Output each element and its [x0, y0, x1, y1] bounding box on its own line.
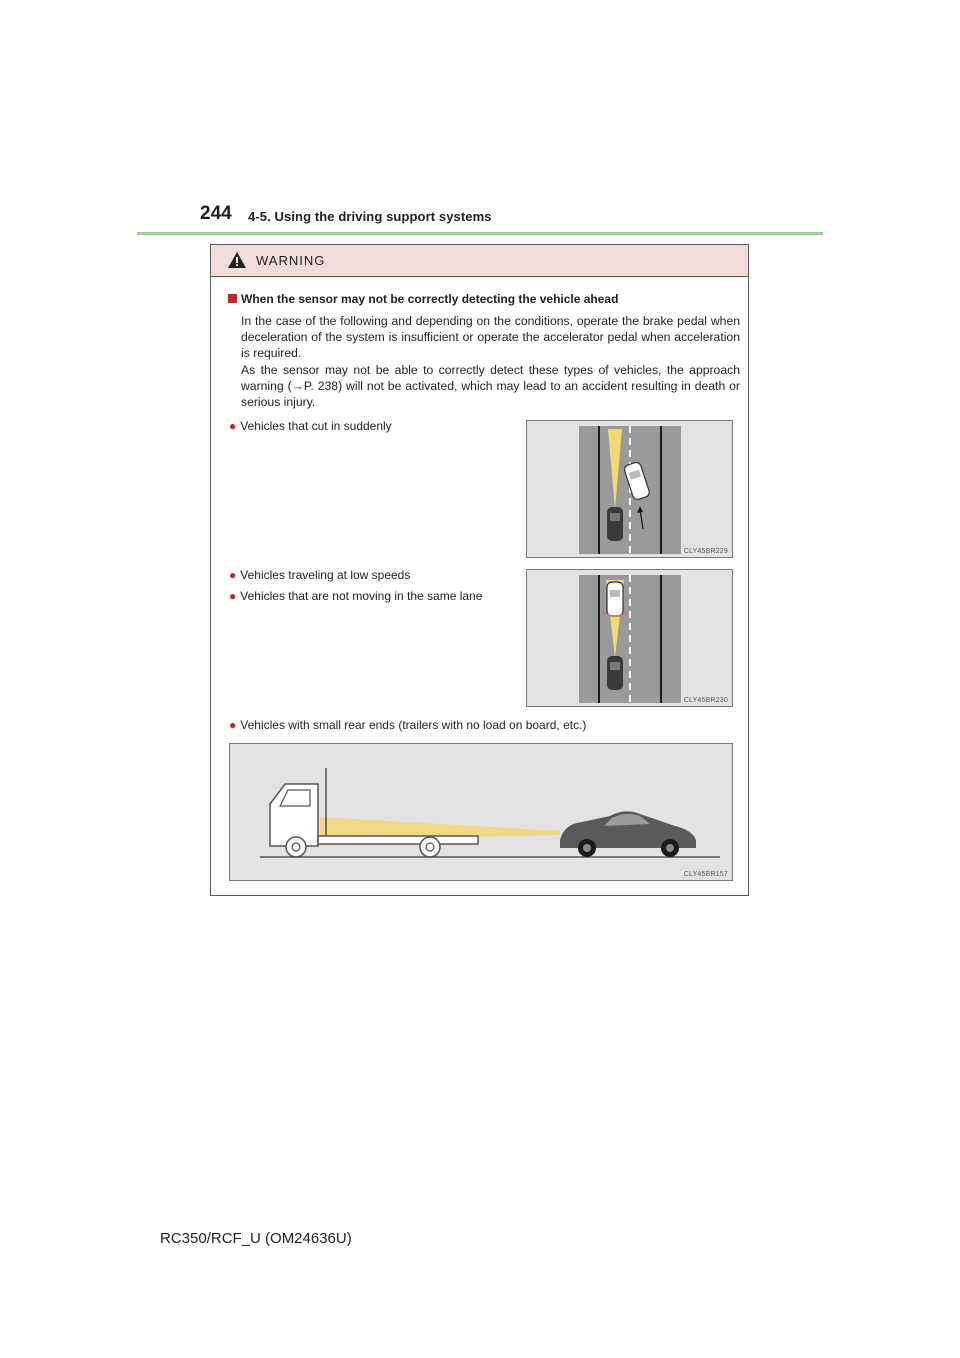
warning-paragraph-1: In the case of the following and depending on the conditions, operate the brake pedal when deceleration of the system is insufficient or operate the accelerator pedal when acceleration is required.: [241, 314, 740, 361]
section-title: 4-5. Using the driving support systems: [248, 209, 492, 224]
warning-triangle-icon: [228, 252, 246, 268]
cut-in-road-icon: [527, 421, 732, 557]
warning-body: [241, 313, 740, 410]
low-speed-road-icon: [527, 570, 732, 706]
warning-box: [210, 244, 749, 896]
page-header: [200, 203, 820, 229]
footer-model-code: RC350/RCF_U (OM24636U): [160, 1230, 352, 1247]
bullet-dot-icon: ●: [229, 419, 237, 433]
header-rule: [137, 232, 823, 235]
square-bullet-icon: [228, 294, 237, 303]
figure-code: CLY45BR157: [683, 871, 728, 878]
bullet-item: [229, 718, 586, 732]
cut-in-illustration: [526, 420, 733, 558]
low-speed-illustration: [526, 569, 733, 707]
bullet-item: [229, 568, 410, 582]
trailer-illustration: [229, 743, 733, 881]
bullet-item: [229, 589, 482, 603]
warning-header: [211, 245, 748, 277]
warning-heading: When the sensor may not be correctly detecting the vehicle ahead: [241, 292, 619, 306]
figure-code: CLY45BR230: [683, 697, 728, 704]
bullet-text: Vehicles that cut in suddenly: [240, 419, 392, 433]
bullet-dot-icon: ●: [229, 568, 237, 582]
page-number: 244: [200, 203, 232, 224]
bullet-text: Vehicles traveling at low speeds: [240, 568, 411, 582]
warning-title: WARNING: [256, 253, 326, 268]
bullet-dot-icon: ●: [229, 718, 237, 732]
figure-code: CLY45BR229: [683, 548, 728, 555]
warning-paragraph-2: As the sensor may not be able to correctly detect these types of vehicles, the approach warning (→P. 238) will not be activated, which may lead to an accident resulting in death or serious injury.: [241, 362, 740, 410]
bullet-text: Vehicles that are not moving in the same lane: [240, 589, 483, 603]
bullet-text: Vehicles with small rear ends (trailers with no load on board, etc.): [240, 718, 587, 732]
trailer-scene-icon: [230, 744, 732, 880]
bullet-item: [229, 419, 392, 433]
bullet-dot-icon: ●: [229, 589, 237, 603]
